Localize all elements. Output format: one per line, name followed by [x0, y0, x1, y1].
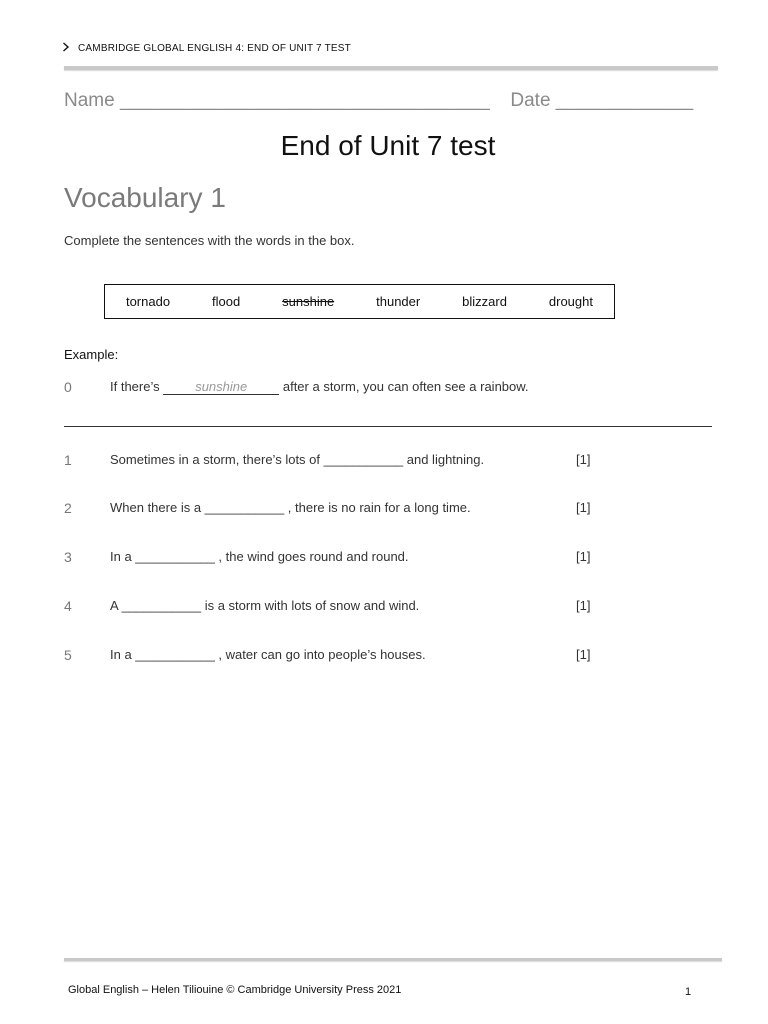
question-text[interactable]: When there is a ___________ , there is no rain for a long time.: [110, 500, 471, 515]
question-number: 1: [64, 452, 72, 468]
instruction-text: Complete the sentences with the words in the box.: [64, 233, 355, 248]
word-box-item: blizzard: [462, 294, 507, 309]
word-box-item: drought: [548, 294, 593, 309]
section-heading: Vocabulary 1: [64, 182, 226, 213]
question-number: 2: [64, 500, 72, 516]
question-text[interactable]: In a ___________ , the wind goes round and round.: [110, 549, 409, 564]
question-mark: [1]: [576, 549, 591, 564]
question-text[interactable]: In a ___________ , water can go into people’s houses.: [110, 647, 426, 662]
word-box-item: flood: [212, 294, 241, 309]
footer-rule: [64, 958, 722, 961]
question-number: 4: [64, 598, 72, 614]
name-date-line: [64, 90, 693, 112]
word-box: [104, 284, 615, 319]
example-label: Example:: [64, 347, 119, 362]
question-mark: [1]: [576, 500, 591, 515]
question-mark: [1]: [576, 598, 591, 613]
date-label: Date: [510, 90, 551, 111]
header-rule: [64, 66, 718, 70]
running-header: [62, 40, 351, 54]
question-text[interactable]: Sometimes in a storm, there’s lots of ___________ and lightning.: [110, 452, 485, 467]
header-text: CAMBRIDGE GLOBAL ENGLISH 4: END OF UNIT 7 TEST: [78, 43, 351, 54]
word-box-item-crossed-out: sunshine: [282, 294, 335, 309]
word-box-item: thunder: [376, 294, 421, 309]
word-box-item: tornado: [125, 294, 171, 309]
chevron-right-icon: [62, 41, 72, 55]
name-label: Name: [64, 90, 115, 111]
page-number: 1: [685, 986, 692, 998]
example-number: 0: [64, 379, 72, 395]
name-field[interactable]: ___________________________________: [119, 90, 490, 111]
example-sentence: If there’s sunshine after a storm, you can often see a rainbow.: [110, 379, 529, 394]
divider: [64, 426, 712, 427]
example-answer: sunshine: [163, 380, 279, 395]
date-field[interactable]: _____________: [555, 90, 694, 111]
question-number: 3: [64, 549, 72, 565]
question-number: 5: [64, 647, 72, 663]
page-title: End of Unit 7 test: [280, 130, 496, 161]
question-text[interactable]: A ___________ is a storm with lots of snow and wind.: [110, 598, 420, 613]
question-mark: [1]: [576, 647, 591, 662]
footer-credit: Global English – Helen Tiliouine © Cambridge University Press 2021: [68, 984, 402, 996]
question-mark: [1]: [576, 452, 591, 467]
